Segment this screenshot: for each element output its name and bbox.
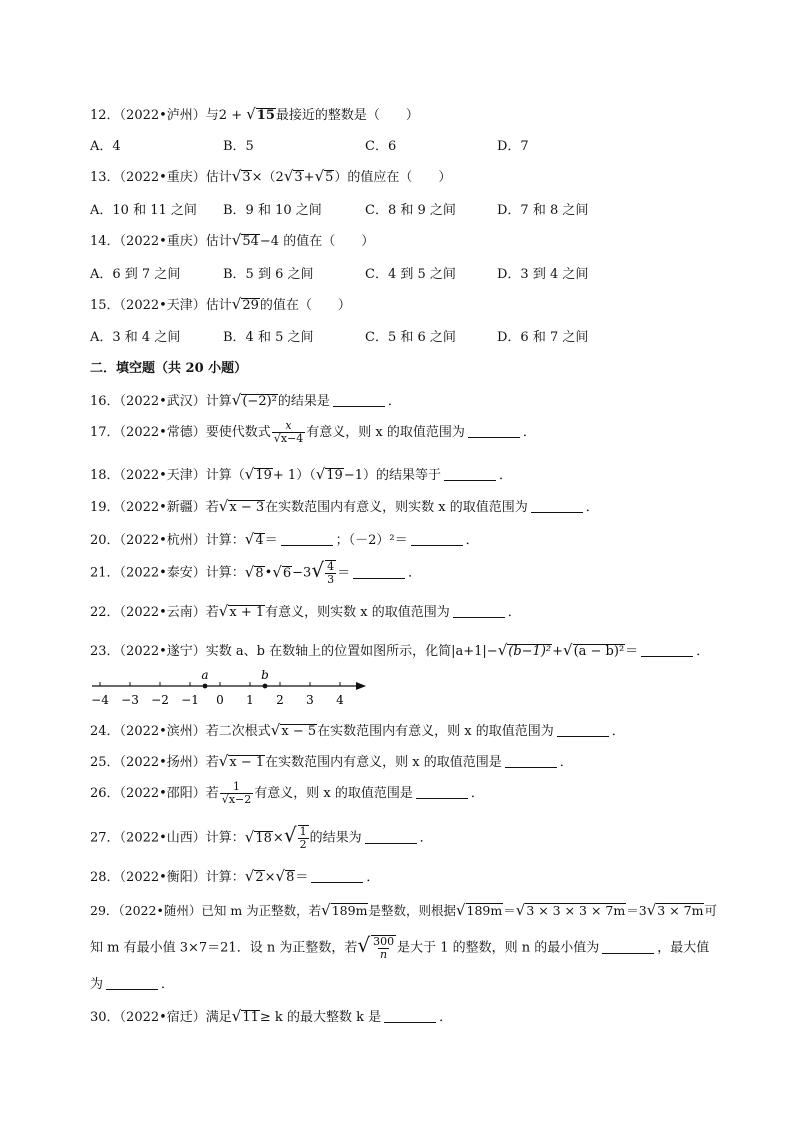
choice-a: A．6 到 7 之间	[90, 267, 181, 282]
answer-blank	[311, 870, 363, 883]
question-26: 26．（2022•邵阳）若 $\frac{1}{√x-2}$ 有意义，则 x 的取值范围是 ．	[90, 780, 484, 806]
tick-label: 3	[306, 693, 314, 707]
question-19: 19．（2022•新疆）若√x − 3在实数范围内有意义，则实数 x 的取值范围为 ．	[90, 497, 599, 515]
tick-label: −4	[91, 693, 109, 707]
answer-blank	[602, 941, 654, 954]
question-29-line-2: 知 m 有最小值 3×7＝21．设 n 为正整数，若√ $\frac{300}{n}$ 是大于 1 的整数，则 n 的最小值为 ，最大值	[90, 932, 710, 961]
choice-c: C．5 和 6 之间	[365, 330, 456, 345]
question-12: 12．（2022•泸州）与2 + √15最接近的整数是（ ）	[90, 105, 419, 123]
question-18: 18．（2022•天津）计算（√19+ 1）（√19−1）的结果等于 ．	[90, 465, 512, 483]
answer-blank	[353, 566, 405, 579]
answer-blank	[641, 644, 693, 657]
choice-d: D．7	[497, 139, 529, 154]
choice-c: C．4 到 5 之间	[365, 267, 456, 282]
choice-b: B．4 和 5 之间	[223, 330, 314, 345]
choice-b: B．5	[223, 139, 254, 154]
choice-c: C．6	[365, 139, 397, 154]
choice-c: C．8 和 9 之间	[365, 203, 456, 218]
section-heading: 二．填空题（共 20 小题）	[90, 361, 248, 376]
question-27: 27．（2022•山西）计算：√18×√ $\frac{1}{2}$ 的结果为 ．	[90, 822, 433, 851]
question-13: 13．（2022•重庆）估计√3×（2√3+√5）的值应在（ ）	[90, 167, 452, 185]
question-24: 24．（2022•滨州）若二次根式√x − 5在实数范围内有意义，则 x 的取值范围为 ．	[90, 721, 625, 739]
tick-label: 4	[336, 693, 344, 707]
point-a	[203, 684, 208, 689]
radicand: 15	[256, 108, 275, 123]
tick-label: 1	[246, 693, 254, 707]
answer-blank	[444, 468, 496, 481]
answer-blank	[557, 724, 609, 737]
question-21: 21．（2022•泰安）计算：√8•√6−3√ $\frac{4}{3}$ ＝ ．	[90, 557, 422, 586]
question-20: 20．（2022•杭州）计算：√4＝ ；（－2）²＝ ．	[90, 530, 479, 548]
answer-blank	[281, 533, 333, 546]
point-b	[263, 684, 268, 689]
answer-blank	[333, 394, 385, 407]
answer-blank	[411, 533, 463, 546]
answer-blank	[365, 831, 417, 844]
point-label-a: a	[201, 668, 209, 682]
question-14: 14．（2022•重庆）估计√54−4 的值在（ ）	[90, 231, 375, 249]
choice-b: B．9 和 10 之间	[223, 203, 322, 218]
choice-d: D．3 到 4 之间	[497, 267, 589, 282]
question-23: 23．（2022•遂宁）实数 a、b 在数轴上的位置如图所示，化简|a+1|−√(b−1)²+√(a − b)²＝ ．	[90, 641, 710, 659]
answer-blank	[531, 500, 583, 513]
answer-blank	[384, 1010, 436, 1023]
point-label-b: b	[261, 668, 269, 682]
answer-blank	[106, 977, 158, 990]
tick-label: 2	[276, 693, 284, 707]
choice-d: D．7 和 8 之间	[497, 203, 589, 218]
tick-label: −3	[121, 693, 139, 707]
number-line	[86, 668, 376, 708]
answer-blank	[468, 425, 520, 438]
tick-label: −2	[151, 693, 169, 707]
question-15: 15．（2022•天津）估计√29的值在（ ）	[90, 295, 351, 313]
question-17: 17．（2022•常德）要使代数式 $\frac{x}{√x-4}$ 有意义，则 x 的取值范围为 ．	[90, 419, 536, 445]
choice-b: B．5 到 6 之间	[223, 267, 314, 282]
question-29: 29．（2022•随州）已知 m 为正整数，若√189m是整数，则根据√189m＝√3 × 3 × 3 × 7m＝3√3 × 7m可	[90, 901, 717, 919]
answer-blank	[505, 755, 557, 768]
question-22: 22．（2022•云南）若√x + 1有意义，则实数 x 的取值范围为 ．	[90, 602, 521, 620]
question-16: 16．（2022•武汉）计算√(−2)²的结果是 ．	[90, 391, 401, 409]
axis-arrow	[356, 682, 366, 690]
answer-blank	[453, 605, 505, 618]
choice-a: A．10 和 11 之间	[90, 203, 197, 218]
choice-a: A．4	[90, 139, 121, 154]
tick-label: −1	[181, 693, 199, 707]
question-30: 30．（2022•宿迁）满足√11≥ k 的最大整数 k 是 ．	[90, 1007, 453, 1025]
answer-blank	[416, 786, 468, 799]
tick-label: 0	[216, 693, 224, 707]
question-25: 25．（2022•扬州）若√x − 1在实数范围内有意义，则 x 的取值范围是 ．	[90, 752, 573, 770]
question-29-line-3: 为 ．	[90, 977, 175, 992]
choice-a: A．3 和 4 之间	[90, 330, 181, 345]
question-28: 28．（2022•衡阳）计算：√2×√8＝ ．	[90, 867, 380, 885]
choice-d: D．6 和 7 之间	[497, 330, 589, 345]
